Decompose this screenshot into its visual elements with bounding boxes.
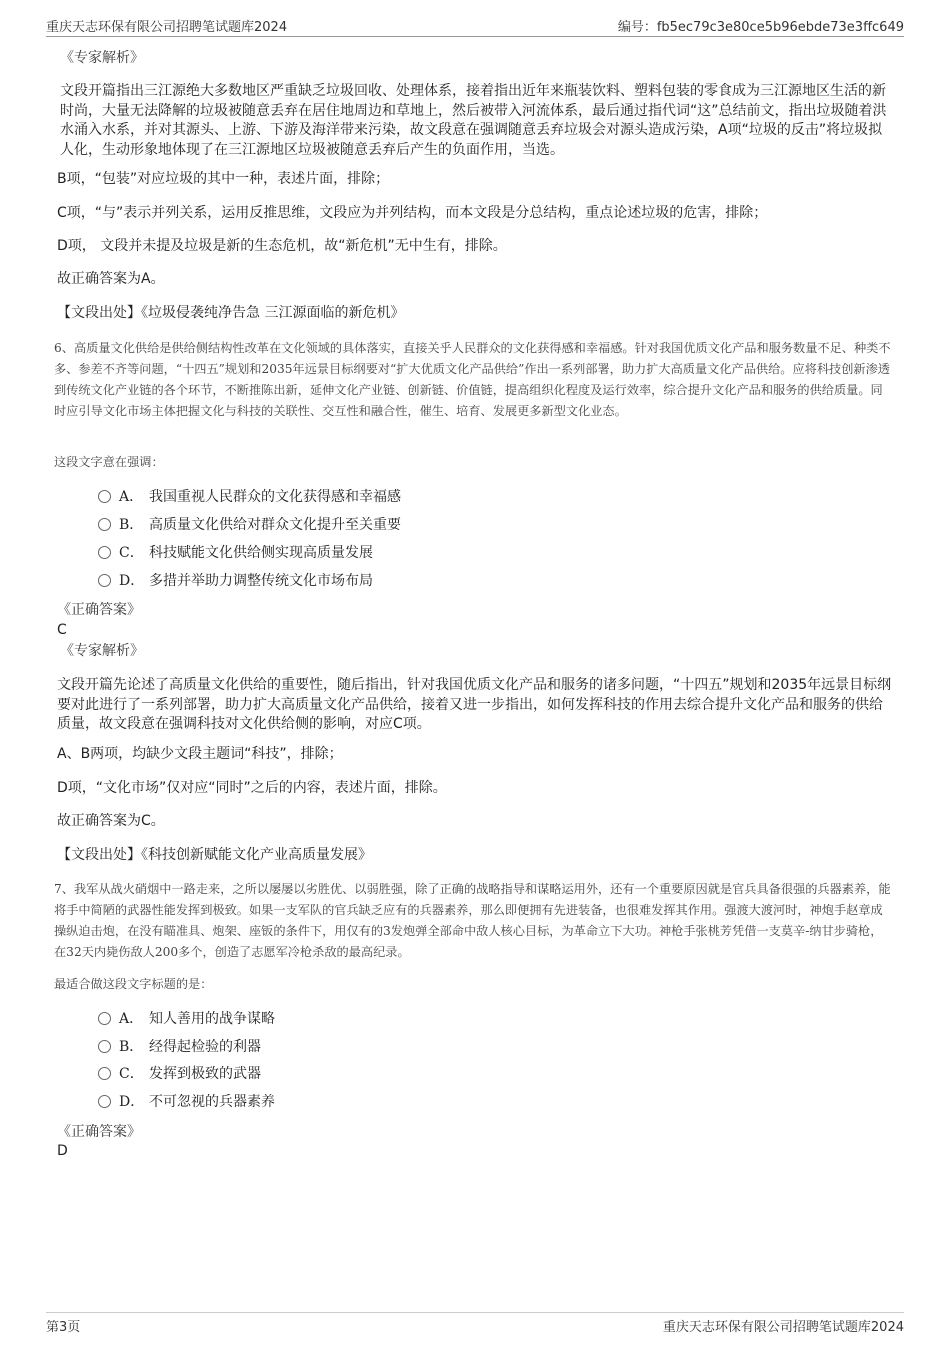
option-b[interactable]: B． 高质量文化供给对群众文化提升至关重要 <box>98 513 401 537</box>
header-title: 重庆天志环保有限公司招聘笔试题库2024 <box>46 20 288 35</box>
question-text: 7、我军从战火硝烟中一路走来，之所以屡屡以劣胜优、以弱胜强，除了正确的战略指导和谋略运用外，还有一个重要原因就是官兵具备很强的兵器素养，能将手中简陋的武器性能发挥到极致。如果一支军队的官兵缺乏应有的兵器素养，那么即便拥有先进装备，也很难发挥其作用。强渡大渡河时，神炮手赵章成操纵迫击炮，在没有瞄准具、炮架、座钣的条件下，用仅有的3发炮弹全部命中敌人核心目标，为革命立下大功。神枪手张桃芳凭借一支莫辛-纳甘步骑枪，在32天内毙伤敌人200多个，创造了志愿军冷枪杀敌的最高纪录。 <box>54 882 891 959</box>
page-header <box>46 14 904 37</box>
radio-button-icon[interactable] <box>98 518 111 531</box>
option-a[interactable]: A． 知人善用的战争谋略 <box>98 1007 275 1031</box>
analysis-paragraph: D项，“文化市场”仅对应“同时”之后的内容，表述片面，排除。 <box>57 780 447 796</box>
answer-label: 《正确答案》 <box>57 602 141 618</box>
analysis-paragraph: 文段开篇先论述了高质量文化供给的重要性，随后指出，针对我国优质文化产品和服务的诸多问题，“十四五”规划和2035年远景目标纲要对此进行了一系列部署，助力扩大高质量文化产品供给，接着又进一步指出，如何发挥科技的作用去综合提升文化产品和服务的供给质量，故文段意在强调科技对文化供给侧的影响，对应C项。 <box>57 677 892 732</box>
radio-button-icon[interactable] <box>98 1040 111 1053</box>
radio-button-icon[interactable] <box>98 546 111 559</box>
analysis-paragraph: 文段开篇指出三江源绝大多数地区严重缺乏垃圾回收、处理体系，接着指出近年来瓶装饮料、塑料包装的零食成为三江源地区生活的新时尚，大量无法降解的垃圾被随意丢弃在居住地周边和草地上，然后被带入河流体系，最后通过指代词“这”总结前文，指出垃圾随着洪水涌入水系，并对其源头、上游、下游及海洋带来污染，故文段意在强调随意丢弃垃圾会对源头造成污染，A项“垃圾的反击”将垃圾拟人化，生动形象地体现了在三江源地区垃圾被随意丢弃后产生的负面作用，当选。 <box>60 83 887 158</box>
analysis-paragraph: A、B两项，均缺少文段主题词“科技”，排除； <box>57 746 343 762</box>
question-text: 6、高质量文化供给是供给侧结构性改革在文化领域的具体落实，直接关乎人民群众的文化获得感和幸福感。针对我国优质文化产品和服务数量不足、种类不多、参差不齐等问题，“十四五”规划和2035年远景目标纲要对“扩大优质文化产品供给”作出一系列部署，助力扩大高质量文化产品供给。应将科技创新渗透到传统文化产业链的各个环节，不断推陈出新，延伸文化产业链、创新链、价值链，提高组织化程度及运行效率，综合提升文化产品和服务的供给质量。同时应引导文化市场主体把握文化与科技的关联性、交互性和融合性，催生、培育、发展更多新型文化业态。 <box>54 341 891 418</box>
correct-answer: D <box>57 1143 68 1159</box>
header-doc-id: 编号：fb5ec79c3e80ce5b96ebde73e3ffc649 <box>617 20 904 35</box>
analysis-paragraph: 故正确答案为C。 <box>57 813 165 829</box>
radio-button-icon[interactable] <box>98 1012 111 1025</box>
question-prompt: 这段文字意在强调： <box>54 455 164 469</box>
option-c[interactable]: C． 科技赋能文化供给侧实现高质量发展 <box>98 541 373 565</box>
option-c[interactable]: C． 发挥到极致的武器 <box>98 1062 261 1086</box>
correct-answer: C <box>57 622 67 638</box>
radio-button-icon[interactable] <box>98 574 111 587</box>
option-d[interactable]: D． 多措并举助力调整传统文化市场布局 <box>98 569 373 593</box>
option-d[interactable]: D． 不可忽视的兵器素养 <box>98 1090 275 1114</box>
radio-button-icon[interactable] <box>98 490 111 503</box>
option-b[interactable]: B． 经得起检验的利器 <box>98 1035 261 1059</box>
analysis-paragraph: B项，“包装”对应垃圾的其中一种，表述片面，排除； <box>57 171 390 187</box>
source-citation: 【文段出处】《科技创新赋能文化产业高质量发展》 <box>57 847 372 863</box>
analysis-paragraph: C项，“与”表示并列关系，运用反推思维，文段应为并列结构，而本文段是分总结构，重点论述垃圾的危害，排除； <box>57 205 768 221</box>
analysis-paragraph: D项， 文段并未提及垃圾是新的生态危机，故“新危机”无中生有，排除。 <box>57 238 507 254</box>
radio-button-icon[interactable] <box>98 1067 111 1080</box>
page-footer <box>46 1312 904 1335</box>
analysis-paragraph: 故正确答案为A。 <box>57 271 165 287</box>
radio-button-icon[interactable] <box>98 1095 111 1108</box>
analysis-label: 《专家解析》 <box>60 50 144 66</box>
question-prompt: 最适合做这段文字标题的是： <box>54 977 213 991</box>
footer-title: 重庆天志环保有限公司招聘笔试题库2024 <box>662 1320 904 1335</box>
source-citation: 【文段出处】《垃圾侵袭纯净告急 三江源面临的新危机》 <box>57 305 405 321</box>
answer-label: 《正确答案》 <box>57 1124 141 1140</box>
analysis-label: 《专家解析》 <box>60 643 144 659</box>
option-a[interactable]: A． 我国重视人民群众的文化获得感和幸福感 <box>98 485 401 509</box>
page-number: 第3页 <box>46 1320 81 1335</box>
